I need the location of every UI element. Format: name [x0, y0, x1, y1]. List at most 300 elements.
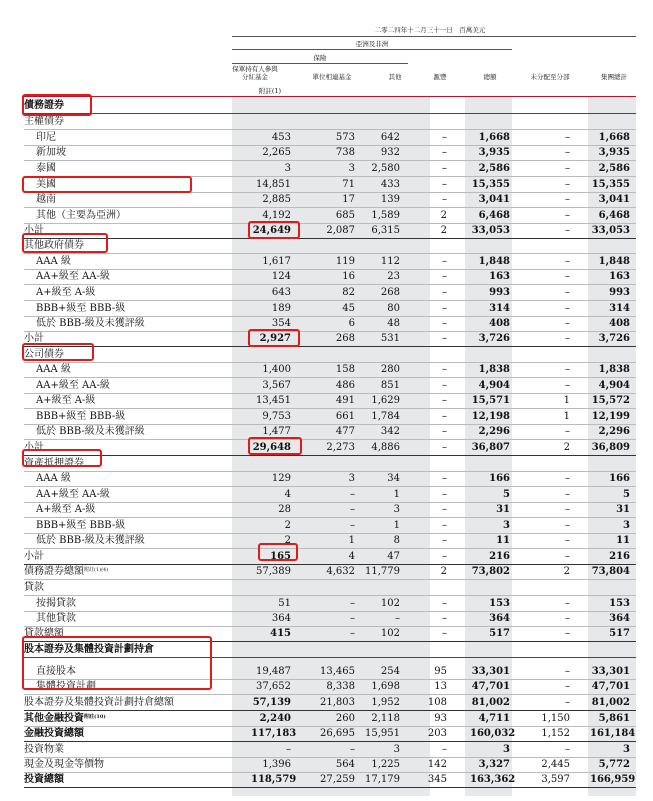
row-value: –: [565, 333, 570, 344]
table-row: [24, 424, 636, 439]
highlight-box: [248, 437, 302, 455]
row-value: –: [565, 697, 570, 708]
row-value: 153: [489, 598, 510, 609]
row-label: 低於 BBB-級及未獲評級: [36, 535, 145, 546]
row-value: 851: [380, 380, 400, 391]
row-value: 4,711: [478, 713, 510, 724]
row-value: –: [442, 179, 447, 190]
row-value: 1,784: [371, 411, 400, 422]
row-value: 643: [271, 287, 291, 298]
row-value: –: [442, 380, 447, 391]
row-value: 36,807: [471, 442, 510, 453]
row-value: 738: [335, 147, 355, 158]
row-value: 1,477: [262, 426, 291, 437]
row-value: 3: [623, 520, 630, 531]
row-value: 342: [380, 426, 400, 437]
row-value: 486: [335, 380, 355, 391]
row-value: 3,567: [262, 380, 291, 391]
row-value: 4,904: [478, 380, 510, 391]
highlight-box: [22, 636, 212, 690]
row-value: 15,571: [471, 395, 510, 406]
row-value: 2,296: [478, 426, 510, 437]
row-value: –: [565, 380, 570, 391]
row-value: 2,586: [478, 163, 510, 174]
row-value: 314: [489, 303, 510, 314]
highlight-box: [22, 94, 92, 116]
row-value: 2: [284, 535, 291, 546]
row-label: A+級至 A-級: [36, 504, 96, 515]
row-value: 203: [427, 728, 447, 739]
header-col-unallocated: 未分配至分部: [530, 73, 570, 81]
row-value: 2,265: [262, 147, 291, 158]
row-value: 3,726: [598, 333, 630, 344]
row-label: 集體投資計劃: [36, 681, 96, 692]
row-value: 4,904: [598, 380, 630, 391]
row-value: 1,952: [371, 697, 400, 708]
row-value: 165: [270, 551, 291, 562]
row-value: 112: [380, 256, 400, 267]
row-value: 453: [271, 132, 291, 143]
row-label: 投資總額: [24, 774, 64, 785]
row-value: 57,139: [252, 697, 291, 708]
table-row: [24, 564, 636, 579]
table-row: [24, 98, 636, 113]
row-value: 37,652: [256, 681, 291, 692]
row-label: 泰國: [36, 163, 56, 174]
row-value: –: [350, 744, 355, 755]
row-value: 5: [503, 489, 510, 500]
row-value: 2: [440, 210, 447, 221]
row-value: –: [395, 613, 400, 624]
row-label: BBB+級至 BBB-級: [36, 411, 126, 422]
row-value: –: [350, 504, 355, 515]
row-value: 2: [563, 442, 570, 453]
row-value: 364: [609, 613, 630, 624]
row-value: 3,935: [598, 147, 630, 158]
row-note: 附註(10): [84, 714, 106, 720]
row-label: 其他金融投資$^{附註(10)}$: [24, 713, 106, 724]
row-value: –: [565, 194, 570, 205]
row-value: 564: [335, 759, 355, 770]
row-value: 5,772: [598, 759, 630, 770]
table-row: [24, 114, 636, 129]
row-label: 貸款總額: [24, 628, 64, 639]
highlight-box: [22, 176, 192, 193]
row-value: –: [565, 681, 570, 692]
row-value: 1,668: [598, 132, 630, 143]
row-value: 1,698: [371, 681, 400, 692]
row-value: 2: [440, 225, 447, 236]
row-value: –: [442, 395, 447, 406]
row-value: 2,087: [326, 225, 355, 236]
row-value: 3: [503, 744, 510, 755]
row-value: 73,804: [591, 566, 630, 577]
row-value: 3,041: [478, 194, 510, 205]
row-value: –: [442, 473, 447, 484]
highlight-box: [258, 543, 298, 561]
row-value: 216: [489, 551, 510, 562]
row-label: AAA 級: [36, 364, 71, 375]
table-row: [24, 487, 636, 502]
row-value: 15,951: [365, 728, 400, 739]
row-label: 小計: [24, 551, 44, 562]
row-value: –: [442, 147, 447, 158]
row-value: 661: [335, 411, 355, 422]
row-value: 3: [393, 744, 400, 755]
row-value: 2,273: [326, 442, 355, 453]
row-label: 按揭貸款: [36, 598, 76, 609]
row-value: 160,032: [470, 728, 516, 739]
row-value: 13,465: [320, 666, 355, 677]
row-value: 517: [609, 628, 630, 639]
row-value: 16: [342, 271, 355, 282]
row-value: 33,053: [471, 225, 510, 236]
row-value: –: [442, 256, 447, 267]
highlight-box: [22, 449, 102, 467]
row-value: –: [565, 271, 570, 282]
row-value: –: [286, 744, 291, 755]
row-label: 現金及現金等價物: [24, 759, 104, 770]
row-value: 142: [427, 759, 447, 770]
row-value: 993: [609, 287, 630, 298]
row-value: –: [442, 613, 447, 624]
row-label: 小計: [24, 333, 44, 344]
table-row: [24, 316, 636, 331]
row-value: –: [565, 303, 570, 314]
row-value: –: [442, 364, 447, 375]
row-value: 108: [427, 697, 447, 708]
row-value: –: [442, 520, 447, 531]
table-row: [24, 533, 636, 548]
row-value: 1,668: [478, 132, 510, 143]
row-value: –: [442, 744, 447, 755]
row-label: 主權債券: [24, 116, 64, 127]
row-value: 11: [496, 535, 510, 546]
row-value: 1,848: [598, 256, 630, 267]
header-region: 亞洲及非洲: [355, 40, 389, 48]
row-value: 2,927: [259, 333, 291, 344]
row-value: 531: [380, 333, 400, 344]
row-value: –: [565, 225, 570, 236]
row-value: 268: [335, 333, 355, 344]
row-value: 12,199: [591, 411, 630, 422]
row-value: 36,809: [591, 442, 630, 453]
row-label: 其他政府債券: [24, 240, 84, 251]
table-row: [24, 192, 636, 207]
row-value: 153: [609, 598, 630, 609]
row-value: –: [565, 551, 570, 562]
row-value: 2,240: [259, 713, 291, 724]
highlight-box: [22, 343, 94, 361]
row-value: 1: [348, 535, 355, 546]
table-row: [24, 580, 636, 595]
row-value: 3: [284, 163, 291, 174]
row-value: 345: [427, 774, 447, 785]
row-value: 51: [278, 598, 291, 609]
row-value: 517: [489, 628, 510, 639]
row-value: 3,935: [478, 147, 510, 158]
row-value: 189: [271, 303, 291, 314]
row-value: –: [565, 210, 570, 221]
row-value: 4: [348, 551, 355, 562]
row-value: 2,586: [598, 163, 630, 174]
row-note: 附註(1)(4): [84, 567, 109, 573]
table-row: [24, 254, 636, 269]
row-label: 小計: [24, 225, 44, 236]
row-value: 2,445: [541, 759, 570, 770]
row-label: 股本證券及集體投資計劃持倉: [24, 644, 154, 655]
row-label: 印尼: [36, 132, 56, 143]
row-value: 1,400: [262, 364, 291, 375]
row-value: 415: [270, 628, 291, 639]
row-value: –: [442, 333, 447, 344]
row-value: 477: [335, 426, 355, 437]
row-value: 1: [563, 411, 570, 422]
header-col-par: 保單持有人參與分紅基金: [232, 65, 278, 81]
table-row: [24, 726, 636, 741]
row-value: 932: [380, 147, 400, 158]
row-value: 124: [271, 271, 291, 282]
row-value: 573: [335, 132, 355, 143]
row-value: 491: [335, 395, 355, 406]
row-value: 45: [342, 303, 355, 314]
row-value: –: [442, 442, 447, 453]
row-value: 73,802: [471, 566, 510, 577]
header-col-other: 其他: [388, 73, 402, 81]
row-value: 6,315: [371, 225, 400, 236]
table-row: [24, 285, 636, 300]
row-value: 139: [380, 194, 400, 205]
row-value: –: [565, 598, 570, 609]
row-value: 4,192: [262, 210, 291, 221]
table-row: [24, 518, 636, 533]
row-label: BBB+級至 BBB-級: [36, 520, 126, 531]
row-value: –: [442, 426, 447, 437]
table-row: [24, 611, 636, 626]
row-value: 23: [387, 271, 400, 282]
row-value: 1,589: [371, 210, 400, 221]
row-value: –: [442, 411, 447, 422]
row-value: 14,851: [256, 179, 291, 190]
row-value: 4,632: [326, 566, 355, 577]
row-value: 81,002: [591, 697, 630, 708]
row-value: 166: [609, 473, 630, 484]
row-label: 低於 BBB-級及未獲評級: [36, 426, 145, 437]
header-col-par-note: 附註(1): [258, 87, 282, 95]
row-value: –: [442, 163, 447, 174]
row-label: 其他貸款: [36, 613, 76, 624]
row-value: 158: [335, 364, 355, 375]
table-row: [24, 695, 636, 710]
row-value: –: [565, 426, 570, 437]
row-value: 166,959: [590, 774, 636, 785]
row-value: –: [442, 551, 447, 562]
row-value: 166: [489, 473, 510, 484]
row-value: 163: [489, 271, 510, 282]
header-insurance: 保險: [313, 54, 327, 62]
row-value: 15,355: [471, 179, 510, 190]
table-row: [24, 347, 636, 362]
row-value: 9,753: [262, 411, 291, 422]
row-value: 408: [489, 318, 510, 329]
row-value: 26,695: [320, 728, 355, 739]
row-value: 6: [348, 318, 355, 329]
row-value: 8,338: [326, 681, 355, 692]
row-value: 129: [271, 473, 291, 484]
row-value: –: [442, 287, 447, 298]
row-value: 314: [609, 303, 630, 314]
row-value: 5,861: [598, 713, 630, 724]
row-label: AAA 級: [36, 473, 71, 484]
row-value: –: [565, 504, 570, 515]
row-label: 其他（主要為亞洲）: [36, 210, 126, 221]
table-row: [24, 471, 636, 486]
row-value: –: [565, 666, 570, 677]
table-row: [24, 269, 636, 284]
row-value: 216: [609, 551, 630, 562]
row-value: –: [442, 489, 447, 500]
header-col-group-total: 集團總計: [601, 73, 627, 81]
row-label: 債務證券總額$^{附註(1)(4)}$: [24, 566, 109, 577]
header-rule-region: [232, 49, 512, 50]
row-value: 3,726: [478, 333, 510, 344]
row-label: 小計: [24, 442, 44, 453]
row-label: AA+級至 AA-級: [36, 380, 110, 391]
row-value: –: [565, 520, 570, 531]
row-value: 102: [380, 598, 400, 609]
table-row: [24, 130, 636, 145]
table-row: [24, 223, 636, 238]
row-value: 13: [434, 681, 447, 692]
header-col-unit-linked: 單位相連基金: [312, 73, 352, 81]
row-value: 642: [380, 132, 400, 143]
row-value: 1,848: [478, 256, 510, 267]
row-value: 2: [563, 566, 570, 577]
table-row: [24, 393, 636, 408]
row-value: 8: [393, 535, 400, 546]
row-value: 3,041: [598, 194, 630, 205]
row-label: BBB+級至 BBB-級: [36, 303, 126, 314]
row-value: 6,468: [598, 210, 630, 221]
row-value: 15,572: [591, 395, 630, 406]
header-rule-insurance: [232, 63, 408, 64]
row-value: 4,886: [371, 442, 400, 453]
row-value: 48: [387, 318, 400, 329]
row-value: –: [565, 744, 570, 755]
row-value: 1: [563, 395, 570, 406]
row-value: 1,838: [598, 364, 630, 375]
row-value: 3,327: [478, 759, 510, 770]
row-value: 2,580: [371, 163, 400, 174]
row-value: –: [442, 535, 447, 546]
row-value: 3,597: [541, 774, 570, 785]
row-value: 3: [393, 504, 400, 515]
row-value: –: [442, 194, 447, 205]
table-row: [24, 301, 636, 316]
row-value: 3: [623, 744, 630, 755]
header-col-total: 總額: [483, 73, 497, 81]
row-value: 81,002: [471, 697, 510, 708]
row-value: –: [442, 504, 447, 515]
row-value: –: [565, 489, 570, 500]
row-label: AA+級至 AA-級: [36, 489, 110, 500]
table-row: [24, 145, 636, 160]
row-value: 33,053: [591, 225, 630, 236]
row-value: 408: [609, 318, 630, 329]
row-value: 1: [393, 520, 400, 531]
row-value: –: [565, 132, 570, 143]
row-label: 金融投資總額: [24, 728, 84, 739]
row-label: 新加坡: [36, 147, 66, 158]
table-row: [24, 502, 636, 517]
row-label: 債務證券: [24, 100, 64, 111]
row-value: 6,468: [478, 210, 510, 221]
row-value: 95: [434, 666, 447, 677]
table-row: [24, 331, 636, 346]
row-value: –: [442, 271, 447, 282]
row-value: 24,649: [252, 225, 291, 236]
row-value: 71: [342, 179, 355, 190]
header-col-gap: 滙豐: [433, 73, 447, 81]
row-value: 47,701: [471, 681, 510, 692]
row-value: 1,396: [262, 759, 291, 770]
row-label: AA+級至 AA-級: [36, 271, 110, 282]
row-value: 57,389: [256, 566, 291, 577]
row-value: 11,779: [365, 566, 400, 577]
row-value: 33,301: [591, 666, 630, 677]
row-value: 993: [489, 287, 510, 298]
row-value: –: [565, 147, 570, 158]
row-label: 貸款: [24, 582, 44, 593]
row-value: 17,179: [365, 774, 400, 785]
row-value: 29,648: [252, 442, 291, 453]
row-value: 119: [335, 256, 355, 267]
highlight-box: [248, 221, 300, 239]
table-row: [24, 378, 636, 393]
table-row: [24, 711, 636, 726]
row-value: –: [350, 613, 355, 624]
table-row: [24, 208, 636, 223]
row-label: 直接股本: [36, 666, 76, 677]
row-label: 股本證券及集體投資計劃持倉總額: [24, 697, 174, 708]
row-value: 163: [609, 271, 630, 282]
row-label: 公司債券: [24, 349, 64, 360]
row-value: 1,629: [371, 395, 400, 406]
row-value: 21,803: [320, 697, 355, 708]
row-value: 118,579: [251, 774, 297, 785]
row-value: 3: [503, 520, 510, 531]
row-value: 3: [348, 473, 355, 484]
row-value: 33,301: [471, 666, 510, 677]
row-value: 1,838: [478, 364, 510, 375]
row-value: 254: [380, 666, 400, 677]
table-row: [24, 549, 636, 564]
row-value: 27,259: [320, 774, 355, 785]
row-value: 34: [387, 473, 400, 484]
header-date-line: 二零二四年十二月三十一日 百萬美元: [374, 26, 486, 34]
row-value: 117,183: [251, 728, 297, 739]
row-label: 資產抵押證券: [24, 458, 84, 469]
table-row: [24, 161, 636, 176]
row-value: 1,225: [371, 759, 400, 770]
row-value: –: [442, 132, 447, 143]
row-value: 1,150: [541, 713, 570, 724]
row-value: 15,355: [591, 179, 630, 190]
row-value: –: [565, 473, 570, 484]
row-label: A+級至 A-級: [36, 395, 96, 406]
row-value: 3: [348, 163, 355, 174]
row-value: 47,701: [591, 681, 630, 692]
